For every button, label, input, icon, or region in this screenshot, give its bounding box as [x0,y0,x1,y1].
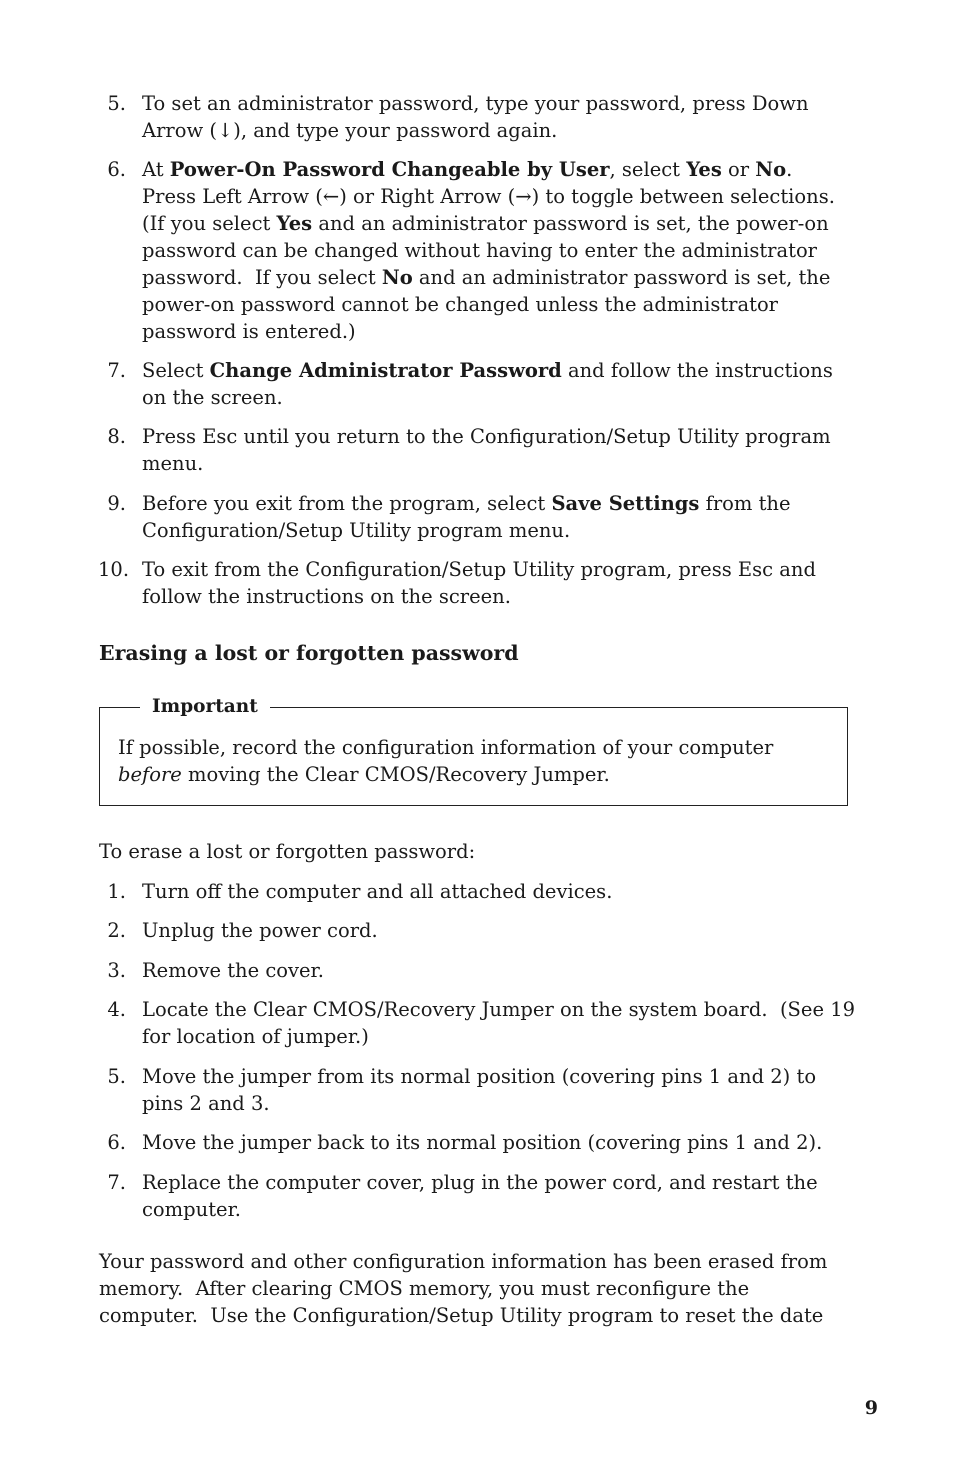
important-notice-box [99,696,848,806]
list-item-number: 9. [107,492,126,515]
list-item-text: Select Change Administrator Password and follow the instructions on the screen. [142,359,833,409]
list-item [98,423,858,477]
list-item-number: 5. [107,92,126,115]
important-text: If possible, record the configuration information of your computer before moving the Clear CMOS/Recovery Jumper. [118,736,774,786]
list-item [98,556,858,610]
list-item-number: 6. [107,1131,126,1154]
list-item-text: To set an administrator password, type your password, press Down Arrow (↓), and type your password again. [142,92,809,142]
list-item [98,1063,858,1117]
list-item [98,996,858,1050]
list-item-number: 5. [107,1065,126,1088]
closing-paragraph: Your password and other configuration information has been erased from memory. After clearing CMOS memory, you must reconfigure the computer. Use the Configuration/Setup Utility program to reset the date [99,1250,828,1327]
erase-steps-list [98,878,858,1223]
list-item [98,90,858,144]
important-label: Important [140,696,270,718]
list-item-text: Replace the computer cover, plug in the power cord, and restart the computer. [142,1171,818,1221]
list-item-text: Remove the cover. [142,959,324,982]
list-item [98,957,858,984]
list-item-text: Before you exit from the program, select Save Settings from the Configuration/Setup Utility program menu. [142,492,791,542]
list-item-number: 7. [107,1171,126,1194]
intro-paragraph: To erase a lost or forgotten password: [99,840,476,863]
page-number: 9 [864,1397,878,1419]
section-heading: Erasing a lost or forgotten password [99,641,519,665]
list-item [98,357,858,411]
list-item-number: 2. [107,919,126,942]
list-item-text: Move the jumper back to its normal position (covering pins 1 and 2). [142,1131,823,1154]
list-item [98,156,858,345]
password-steps-list [98,90,858,610]
list-item-text: To exit from the Configuration/Setup Utility program, press Esc and follow the instructions on the screen. [142,558,816,608]
list-item-number: 1. [107,880,126,903]
list-item-number: 6. [107,158,126,181]
list-item [98,1169,858,1223]
list-item-number: 4. [107,998,126,1021]
list-item-text: Locate the Clear CMOS/Recovery Jumper on the system board. (See 19 for location of jumper.) [142,998,856,1048]
list-item-text: Move the jumper from its normal position (covering pins 1 and 2) to pins 2 and 3. [142,1065,817,1115]
list-item-text: Press Esc until you return to the Configuration/Setup Utility program menu. [142,425,831,475]
list-item-number: 3. [107,959,126,982]
list-item-number: 8. [107,425,126,448]
list-item-number: 10. [98,558,130,581]
list-item [98,1129,858,1156]
list-item [98,917,858,944]
list-item-text: Turn off the computer and all attached devices. [142,880,613,903]
list-item [98,490,858,544]
list-item-text: At Power-On Password Changeable by User, select Yes or No. Press Left Arrow (←) or Right Arrow (→) to toggle between selections. (If you select Yes and an administrator password is set, the power-on password can be changed without having to enter the administrator password. If you select No and an administrator password is set, the power-on password cannot be changed unless the administrator password is entered.) [142,158,842,343]
list-item [98,878,858,905]
list-item-number: 7. [107,359,126,382]
list-item-text: Unplug the power cord. [142,919,378,942]
